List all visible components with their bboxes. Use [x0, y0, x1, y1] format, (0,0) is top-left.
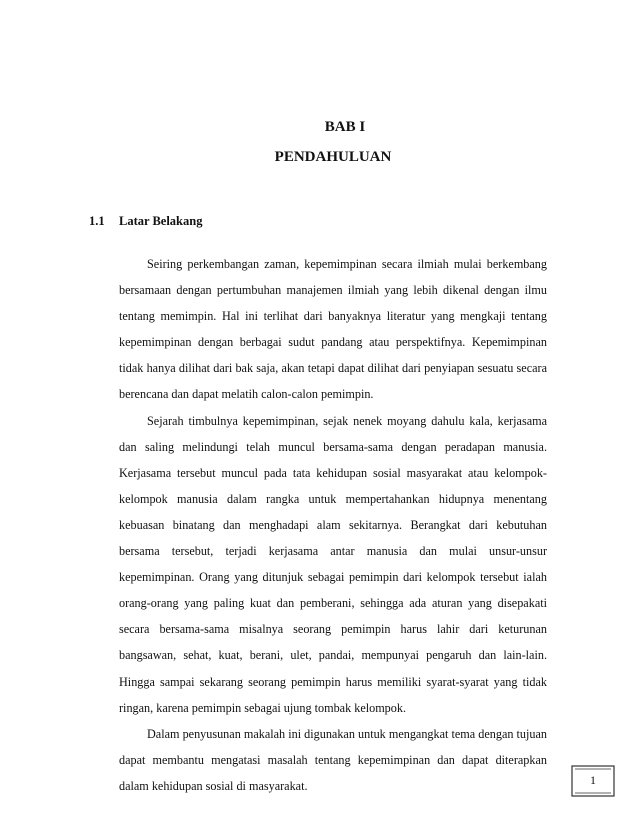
chapter-title: PENDAHULUAN [274, 149, 392, 165]
paragraph-2: Sejarah timbulnya kepemimpinan, sejak nenek moyang dahulu kala, kerjasama dan saling melindungi telah muncul bersama-sama dengan peradapan manusia. Kerjasama tersebut muncul pada tata kehidupan sosial masyarakat atau kelompok-kelompok manusia dalam rangka untuk mempertahankan hidupnya menentang kebuasan binatang dan menghadapi alam sekitarnya. Berangkat dari kebutuhan bersama tersebut, terjadi kerjasama antar manusia dan mulai unsur-unsur kepemimpinan. Orang yang ditunjuk sebagai pemimpin dari kelompok tersebut ialah orang-orang yang paling kuat dan pemberani, sehingga ada aturan yang disepakati secara bersama-sama misalnya seorang pemimpin harus lahir dari keturunan bangsawan, sehat, kuat, berani, ulet, pandai, mempunyai pengaruh dan lain-lain. Hingga sampai sekarang seorang pemimpin harus memiliki syarat-syarat yang tidak ringan, karena pemimpin sebagai ujung tombak kelompok. [119, 413, 547, 715]
page-number-box [571, 765, 615, 797]
section-heading [89, 214, 202, 229]
body-text [119, 251, 547, 799]
section-title: Latar Belakang [119, 214, 203, 228]
chapter-heading [0, 116, 638, 168]
paragraph-3: Dalam penyusunan makalah ini digunakan untuk mengangkat tema dengan tujuan dapat membantu mengatasi masalah tentang kepemimpinan dan dapat diterapkan dalam kehidupan sosial di masyarakat. [119, 726, 547, 793]
chapter-number: BAB I [324, 119, 366, 135]
section-number: 1.1 [89, 214, 105, 228]
page-number: 1 [590, 773, 596, 787]
paragraph-1: Seiring perkembangan zaman, kepemimpinan secara ilmiah mulai berkembang bersamaan dengan pertumbuhan manajemen ilmiah yang lebih dikenal dengan ilmu tentang memimpin. Hal ini terlihat dari banyaknya literatur yang mengkaji tentang kepemimpinan dengan berbagai sudut pandang atau perspektifnya. Kepemimpinan tidak hanya dilihat dari bak saja, akan tetapi dapat dilihat dari penyiapan sesuatu secara berencana dan dapat melatih calon-calon pemimpin. [119, 257, 547, 402]
